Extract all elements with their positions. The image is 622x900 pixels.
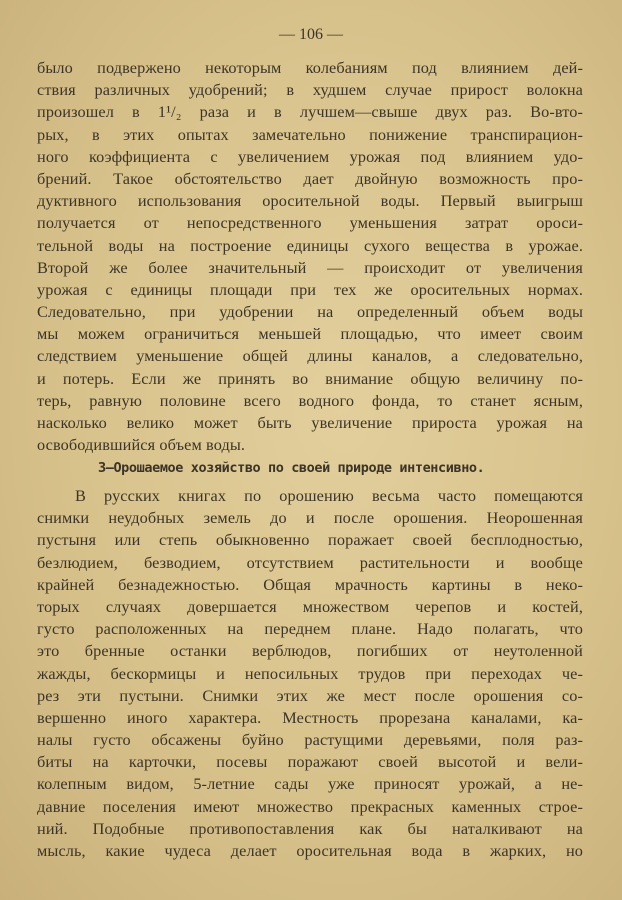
text-line: безлюдием, безводием, отсутствием растительности и вообще <box>37 552 583 572</box>
text-line: торых случаях довершается множеством черепов и костей, <box>37 596 583 616</box>
text-line: колепным видом, 5-летние сады уже приносят урожай, а не- <box>37 774 583 794</box>
text-line: тельной воды на построение единицы сухого вещества в урожае. <box>37 235 583 255</box>
paragraph-1 <box>37 57 583 456</box>
text-line: освободившийся объем воды. <box>37 435 246 455</box>
text-line: терь, равную половине всего водного фонда, то станет ясным, <box>37 390 583 410</box>
text-line: и потерь. Если же принять во внимание общую величину по- <box>37 368 583 388</box>
text-line: крайней безнадежностью. Общая мрачность картины в неко- <box>37 574 583 594</box>
section-heading: 3—Орошаемое хозяйство по своей природе интенсивно. <box>98 460 485 476</box>
text-line: ного коэффициента с увеличением урожая под влиянием удо- <box>37 146 583 166</box>
text-line: произошел в 1¹/₂ раза и в лучшем—свыше двух раз. Во-вто- <box>37 102 583 122</box>
text-line: мысль, какие чудеса делает оросительная вода в жарких, но <box>37 841 583 860</box>
text-line: ствия различных удобрений; в худшем случае прирост волокна <box>37 80 583 100</box>
text-line: налы густо обсажены буйно растущими деревьями, поля раз- <box>37 730 583 750</box>
text-line: пустыня или степь обыкновенно поражает своей бесплодностью, <box>37 530 583 550</box>
text-line: урожая с единицы площади при тех же оросительных нормах. <box>37 279 583 299</box>
text-line: брений. Такое обстоятельство дает двойную возможность про- <box>37 168 583 188</box>
text-line: биты на карточки, посевы поражают своей высотой и вели- <box>37 752 583 772</box>
text-line: рых, в этих опытах замечательно понижение транспирацион- <box>37 124 583 144</box>
text-line: густо расположенных на переднем плане. Надо полагать, что <box>37 619 583 639</box>
text-line: насколько велико может быть увеличение прироста урожая на <box>37 413 583 432</box>
text-line: В русских книгах по орошению весьма часто помещаются <box>75 486 583 505</box>
text-line: это бренные останки верблюдов, погибших от неутоленной <box>37 641 583 661</box>
text-line: рез эти пустыни. Снимки этих же мест после орошения со- <box>37 685 583 705</box>
text-line: вершенно иного характера. Местность прорезана каналами, ка- <box>37 707 583 727</box>
text-line: ний. Подобные противопоставления как бы наталкивают на <box>37 818 583 838</box>
paragraph-2 <box>37 485 583 862</box>
page-number: — 106 — <box>279 26 343 43</box>
text-line: мы можем ограничиться меньшей площадью, что имеет своим <box>37 324 583 344</box>
text-line: Следовательно, при удобрении на определенный объем воды <box>37 302 583 322</box>
text-line: жажды, бескормицы и непосильных трудов при переходах че- <box>37 663 583 683</box>
text-line: следствием уменьшение общей длины каналов, а следовательно, <box>37 346 583 366</box>
text-line: было подвержено некоторым колебаниям под влиянием дей- <box>37 58 583 77</box>
text-line: Второй же более значительный — происходит от увеличения <box>37 257 583 277</box>
text-line: давние поселения имеют множество прекрасных каменных строе- <box>37 796 583 816</box>
text-line: получается от непосредственного уменьшения затрат ороси- <box>37 213 583 233</box>
text-line: дуктивного использования оросительной воды. Первый выигрыш <box>37 191 583 211</box>
text-line: снимки неудобных земель до и после орошения. Неорошенная <box>37 508 583 528</box>
